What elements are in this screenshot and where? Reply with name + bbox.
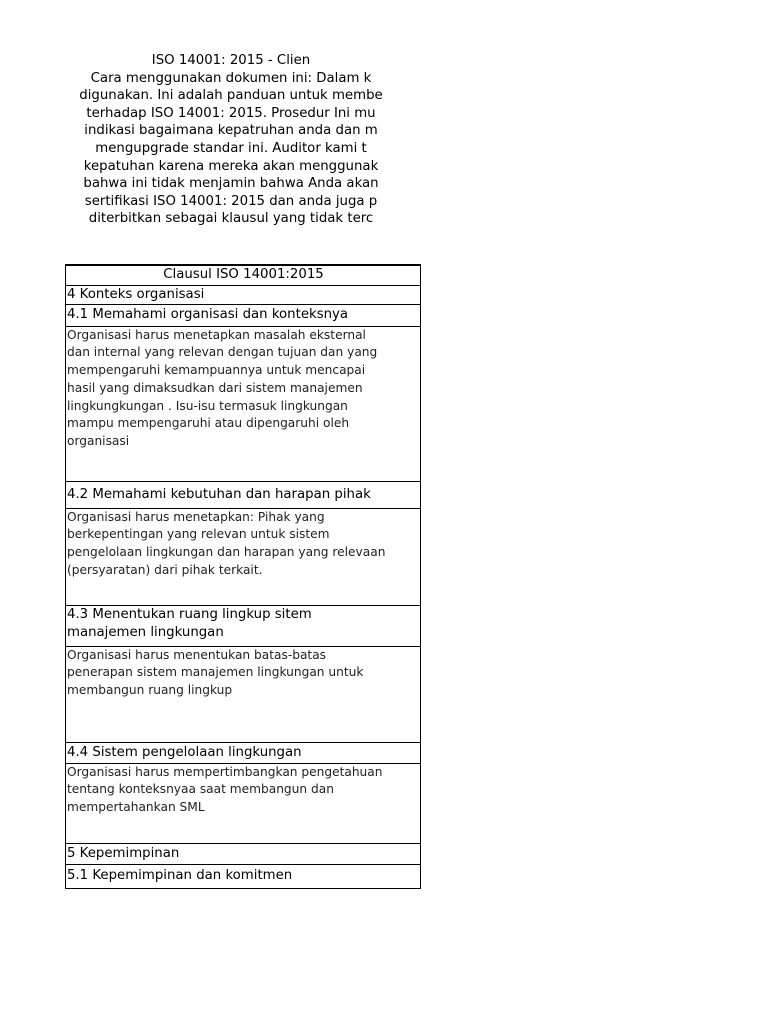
description-line: Organisasi harus mempertimbangkan pengetahuan <box>67 764 383 779</box>
section-cell: 5 Kepemimpinan <box>66 843 421 864</box>
description-line: mempengaruhi kemampuannya untuk mencapai <box>67 363 366 378</box>
table-row <box>66 481 421 508</box>
clause-line: 4.3 Menentukan ruang lingkup sitem <box>67 606 312 622</box>
description-line: mampu mempengaruhi atau dipengaruhi oleh <box>67 416 350 431</box>
description-line: Organisasi harus menetapkan: Pihak yang <box>67 509 325 524</box>
table-header-row <box>66 265 421 285</box>
intro-text <box>40 52 422 228</box>
description-line: lingkungkungan . Isu-isu termasuk lingkungan <box>67 398 348 413</box>
document-title: ISO 14001: 2015 - Clien <box>151 53 311 68</box>
description-line: organisasi <box>67 434 130 449</box>
table-row <box>66 742 421 763</box>
table-row <box>66 646 421 742</box>
intro-line: kepatuhan karena mereka akan menggunak <box>83 158 379 174</box>
clause-line: manajemen lingkungan <box>67 624 224 640</box>
intro-line: indikasi bagaimana kepatruhan anda dan m <box>84 123 378 139</box>
description-line: dan internal yang relevan dengan tujuan dan yang <box>67 345 378 360</box>
intro-line: bahwa ini tidak menjamin bahwa Anda akan <box>83 176 379 192</box>
table-row <box>66 864 421 888</box>
table-row <box>66 763 421 843</box>
table-row <box>66 285 421 304</box>
intro-line: Cara menggunakan dokumen ini: Dalam k <box>90 70 372 86</box>
clause-table <box>65 264 421 889</box>
table-row <box>66 326 421 481</box>
description-cell <box>66 326 421 481</box>
clause-cell: 5.1 Kepemimpinan dan komitmen <box>66 864 421 888</box>
description-cell <box>66 646 421 742</box>
description-line: Organisasi harus menetapkan masalah eksternal <box>67 327 366 342</box>
description-line: pengelolaan lingkungan dan harapan yang relevaan <box>67 545 386 560</box>
intro-line: digunakan. Ini adalah panduan untuk membe <box>79 88 383 104</box>
clause-cell: 4.4 Sistem pengelolaan lingkungan <box>66 742 421 763</box>
description-line: membangun ruang lingkup <box>67 683 233 698</box>
intro-line: diterbitkan sebagai klausul yang tidak terc <box>88 211 374 227</box>
description-line: Organisasi harus menentukan batas-batas <box>67 647 327 662</box>
clause-cell <box>66 605 421 646</box>
description-line: hasil yang dimaksudkan dari sistem manajemen <box>67 380 363 395</box>
description-line: tentang konteksnyaa saat membangun dan <box>67 782 334 797</box>
table-row <box>66 304 421 326</box>
description-line: mempertahankan SML <box>67 800 205 815</box>
description-line: penerapan sistem manajemen lingkungan untuk <box>67 665 364 680</box>
table-header-cell: Clausul ISO 14001:2015 <box>66 265 421 285</box>
intro-line: sertifikasi ISO 14001: 2015 dan anda juga p <box>84 193 378 209</box>
table-row <box>66 843 421 864</box>
intro-line: mengupgrade standar ini. Auditor kami t <box>95 140 367 156</box>
clause-cell: 4.1 Memahami organisasi dan konteksnya <box>66 304 421 326</box>
section-cell: 4 Konteks organisasi <box>66 285 421 304</box>
description-line: (persyaratan) dari pihak terkait. <box>67 562 263 577</box>
table-row <box>66 508 421 605</box>
clause-cell: 4.2 Memahami kebutuhan dan harapan pihak <box>66 481 421 508</box>
table-row <box>66 605 421 646</box>
description-cell <box>66 763 421 843</box>
intro-line: terhadap ISO 14001: 2015. Prosedur Ini mu <box>86 105 376 121</box>
description-line: berkepentingan yang relevan untuk sistem <box>67 527 330 542</box>
description-cell <box>66 508 421 605</box>
